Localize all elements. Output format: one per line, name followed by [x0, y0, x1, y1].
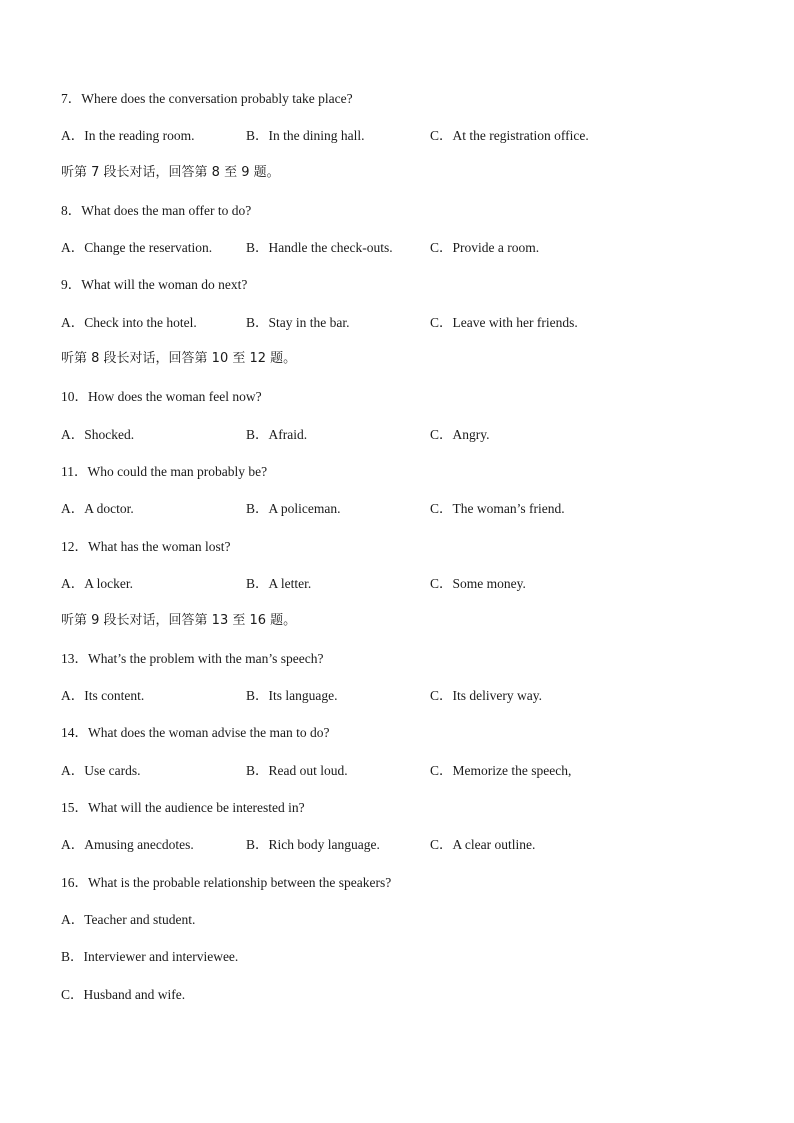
question-16-option-a: A．Teacher and student. — [61, 912, 196, 927]
option-b: B．Handle the check-outs. — [246, 240, 393, 255]
option-c: C．Provide a room. — [430, 240, 540, 255]
question-16-option-b: B．Interviewer and interviewee. — [61, 949, 239, 964]
option-a: A．Shocked. — [61, 427, 135, 442]
question-15: 15．What will the audience be interested in? — [61, 800, 305, 815]
question-11: 11．Who could the man probably be? — [61, 464, 268, 479]
option-a: A．Amusing anecdotes. — [61, 837, 194, 852]
option-b: B．A policeman. — [246, 501, 341, 516]
section-heading-7: 听第 7 段长对话，回答第 8 至 9 题。 — [61, 165, 280, 180]
option-a: A．A locker. — [61, 576, 133, 591]
option-a: A．Its content. — [61, 688, 145, 703]
option-b: B．Its language. — [246, 688, 338, 703]
option-b: B．Stay in the bar. — [246, 315, 350, 330]
question-16-option-c: C．Husband and wife. — [61, 987, 186, 1002]
option-b: B．Afraid. — [246, 427, 308, 442]
option-b: B．A letter. — [246, 576, 312, 591]
question-9: 9．What will the woman do next? — [61, 277, 248, 292]
option-a: A．Change the reservation. — [61, 240, 213, 255]
option-b: B．Read out loud. — [246, 763, 348, 778]
question-10: 10．How does the woman feel now? — [61, 389, 262, 404]
section-heading-9: 听第 9 段长对话，回答第 13 至 16 题。 — [61, 613, 297, 628]
option-c: C．The woman’s friend. — [430, 501, 565, 516]
option-c: C．Its delivery way. — [430, 688, 542, 703]
section-heading-8: 听第 8 段长对话，回答第 10 至 12 题。 — [61, 351, 297, 366]
question-7: 7．Where does the conversation probably take place? — [61, 91, 353, 106]
option-b: B．Rich body language. — [246, 837, 380, 852]
option-c: C．Angry. — [430, 427, 490, 442]
question-8: 8．What does the man offer to do? — [61, 203, 252, 218]
question-16: 16．What is the probable relationship between the speakers? — [61, 875, 392, 890]
option-a: A．In the reading room. — [61, 128, 195, 143]
question-13: 13．What’s the problem with the man’s speech? — [61, 651, 324, 666]
option-c: C．Leave with her friends. — [430, 315, 578, 330]
option-c: C．Some money. — [430, 576, 526, 591]
option-a: A．Check into the hotel. — [61, 315, 197, 330]
option-c: C．At the registration office. — [430, 128, 589, 143]
question-14: 14．What does the woman advise the man to do? — [61, 725, 330, 740]
option-a: A．A doctor. — [61, 501, 134, 516]
option-c: C．Memorize the speech, — [430, 763, 572, 778]
question-12: 12．What has the woman lost? — [61, 539, 231, 554]
option-a: A．Use cards. — [61, 763, 141, 778]
option-c: C．A clear outline. — [430, 837, 536, 852]
option-b: B．In the dining hall. — [246, 128, 365, 143]
